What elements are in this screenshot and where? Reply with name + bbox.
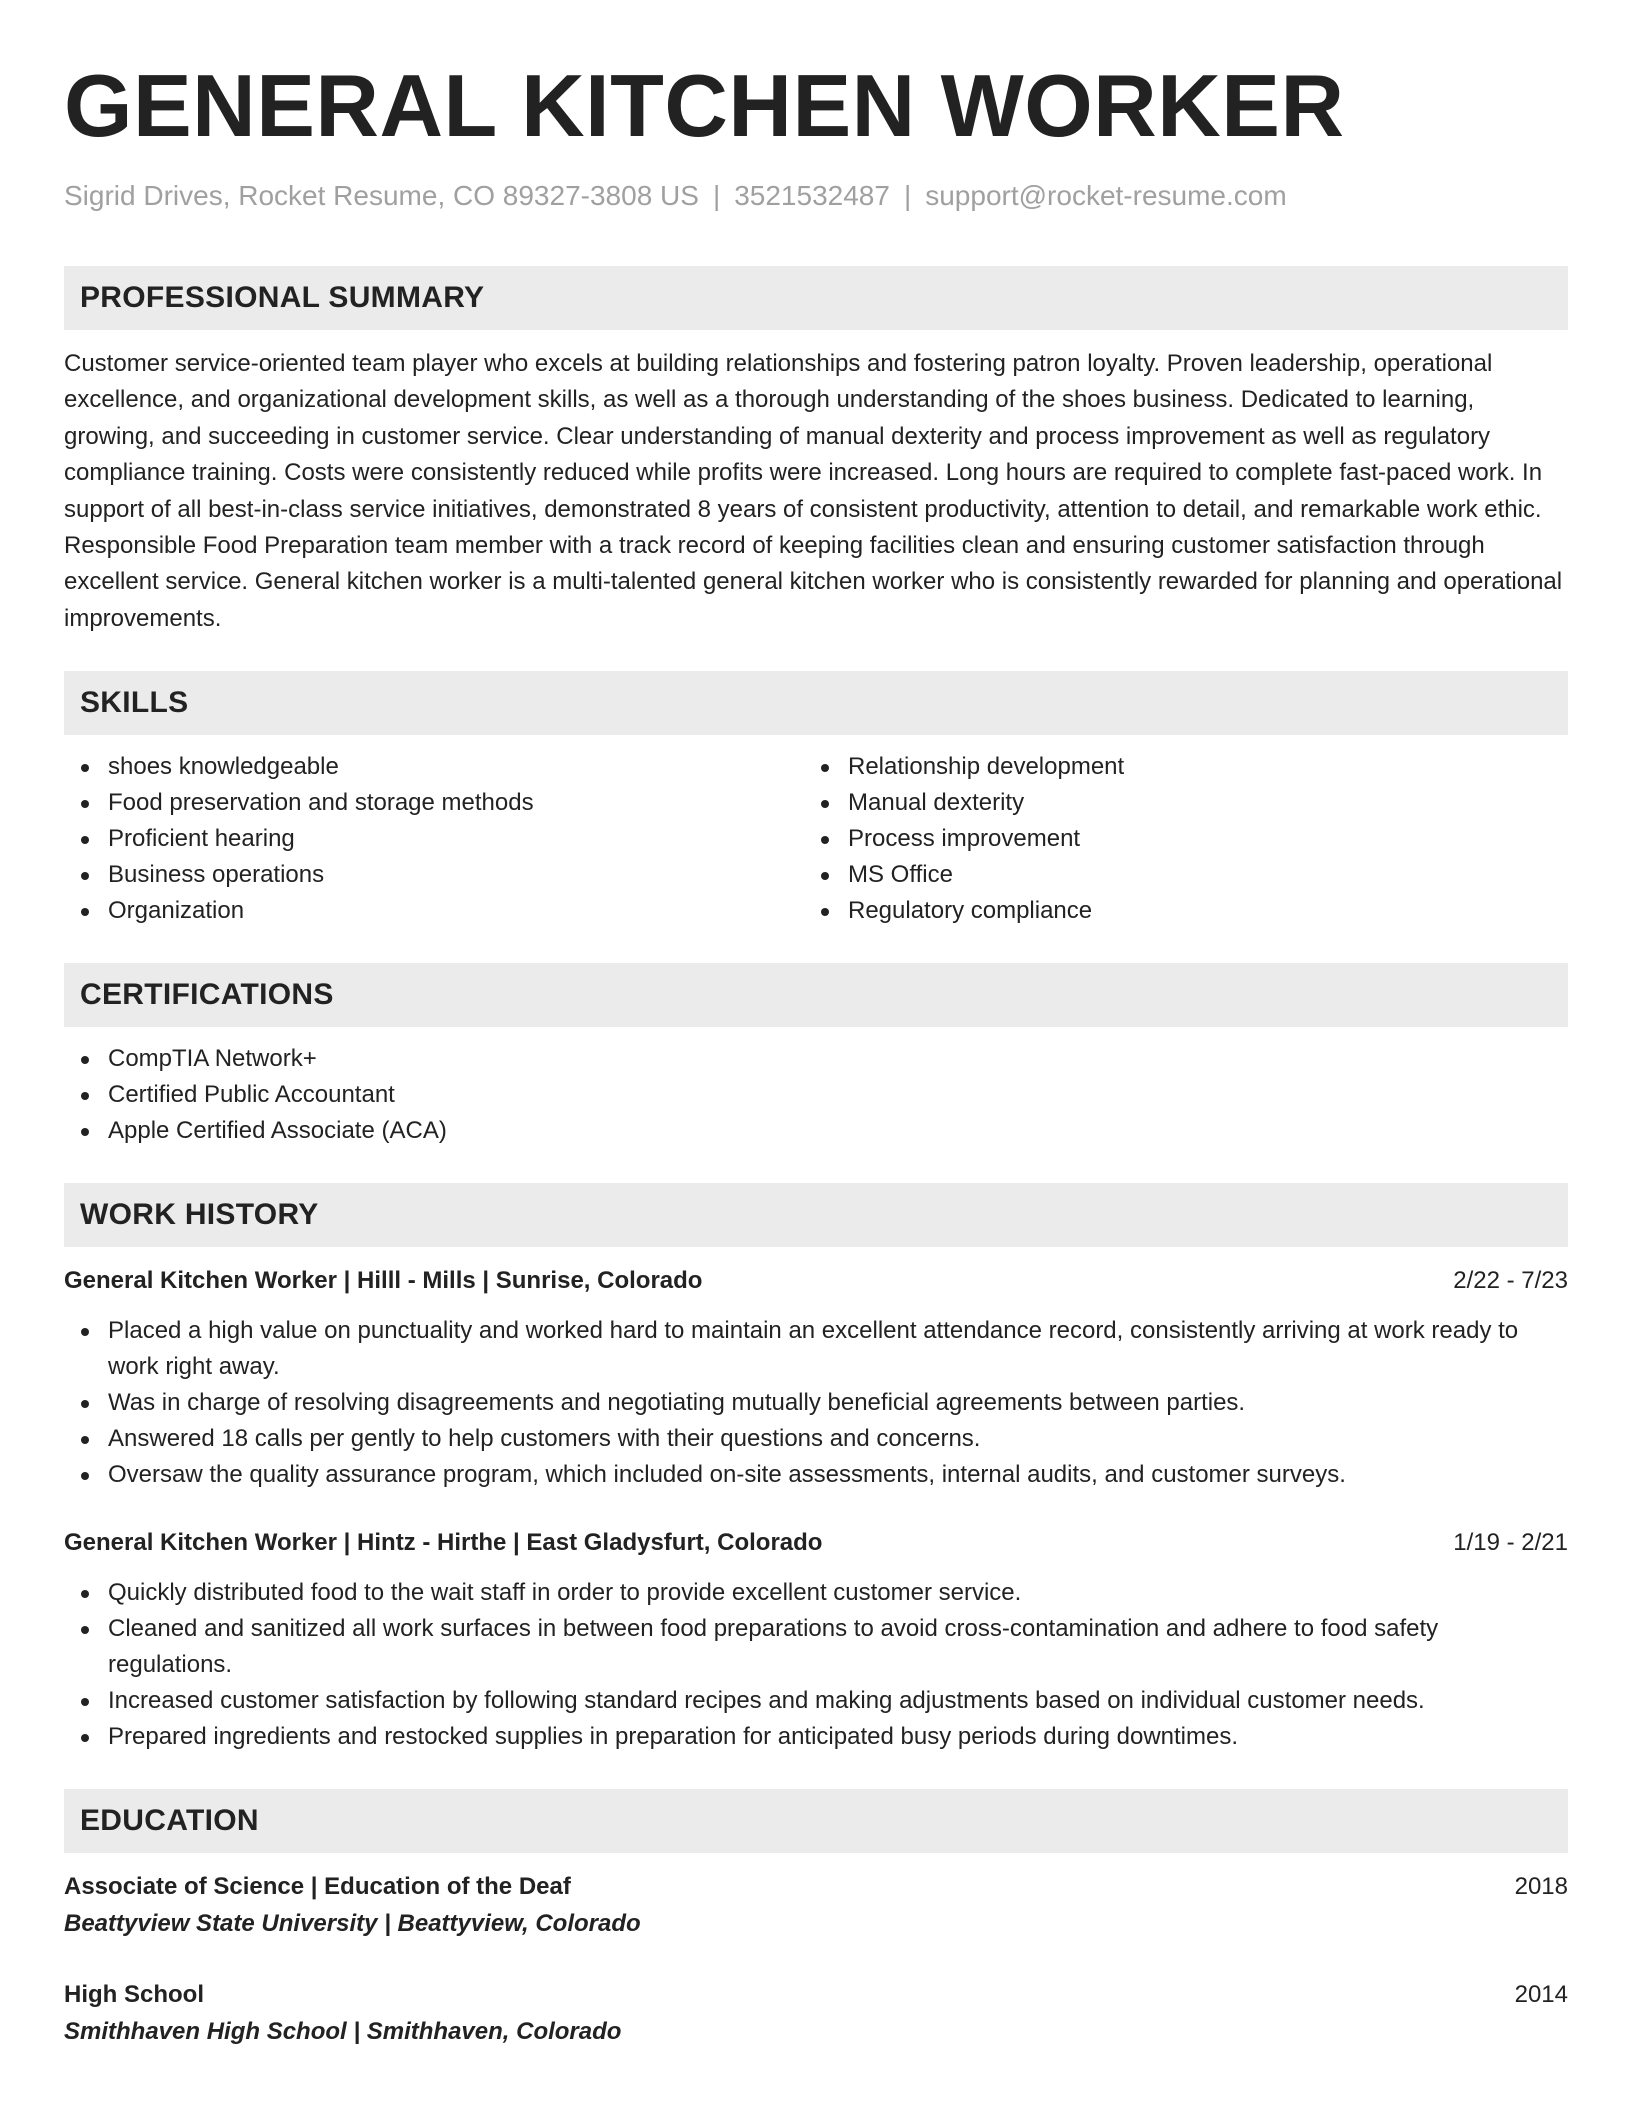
education-year: 2014: [1514, 1981, 1568, 2009]
education-entry: [64, 1869, 1568, 1943]
education-year: 2018: [1514, 1873, 1568, 1901]
education-school: Beattyview State University | Beattyview, Colorado: [64, 1910, 641, 1938]
job-duties: [64, 1575, 1568, 1755]
job-header: [64, 1263, 1568, 1299]
job-duty-item: Placed a high value on punctuality and worked hard to maintain an excellent attendance record, consistently arriving at work ready to work right away.: [64, 1313, 1568, 1385]
skill-item: Organization: [64, 893, 804, 929]
job-duty-item: Increased customer satisfaction by following standard recipes and making adjustments based on individual customer needs.: [64, 1683, 1568, 1719]
education-school: Smithhaven High School | Smithhaven, Colorado: [64, 2018, 622, 2046]
skill-item: Process improvement: [804, 821, 1544, 857]
job-duty-item: Was in charge of resolving disagreements and negotiating mutually beneficial agreements between parties.: [64, 1385, 1568, 1421]
contact-address: Sigrid Drives, Rocket Resume, CO 89327-3808 US: [64, 180, 699, 211]
certification-item: Apple Certified Associate (ACA): [64, 1113, 1568, 1149]
skills-column-right: [804, 749, 1544, 929]
skill-item: MS Office: [804, 857, 1544, 893]
skills-list: [64, 749, 1568, 929]
job-title: General Kitchen Worker | Hilll - Mills | Sunrise, Colorado: [64, 1267, 703, 1295]
job-entry: [64, 1525, 1568, 1755]
job-duties: [64, 1313, 1568, 1493]
education-degree: Associate of Science | Education of the Deaf: [64, 1873, 571, 1901]
resume-title: GENERAL KITCHEN WORKER: [64, 56, 1345, 155]
education-header: [64, 1977, 1568, 2013]
job-duty-item: Oversaw the quality assurance program, which included on-site assessments, internal audits, and customer surveys.: [64, 1457, 1568, 1493]
skills-column-left: [64, 749, 804, 929]
certification-item: Certified Public Accountant: [64, 1077, 1568, 1113]
skill-item: shoes knowledgeable: [64, 749, 804, 785]
contact-line: [64, 178, 1568, 214]
summary-heading: PROFESSIONAL SUMMARY: [64, 266, 1568, 330]
certifications-heading: CERTIFICATIONS: [64, 963, 1568, 1027]
education-header: [64, 1869, 1568, 1905]
job-dates: 2/22 - 7/23: [1453, 1267, 1568, 1295]
education-degree: High School: [64, 1981, 204, 2009]
skill-item: Proficient hearing: [64, 821, 804, 857]
skill-item: Relationship development: [804, 749, 1544, 785]
job-title: General Kitchen Worker | Hintz - Hirthe | East Gladysfurt, Colorado: [64, 1529, 823, 1557]
certifications-list: [64, 1041, 1568, 1149]
education-heading: EDUCATION: [64, 1789, 1568, 1853]
contact-separator: |: [712, 180, 721, 211]
job-duty-item: Quickly distributed food to the wait staff in order to provide excellent customer service.: [64, 1575, 1568, 1611]
education-entry: [64, 1977, 1568, 2051]
contact-phone: 3521532487: [734, 180, 890, 211]
skills-heading: SKILLS: [64, 671, 1568, 735]
summary-text: Customer service-oriented team player who excels at building relationships and fostering patron loyalty. Proven leadership, operational excellence, and organizational development skills, as well as a thorough understanding of the shoes business. Dedicated to learning, growing, and succeeding in customer service. Clear understanding of manual dexterity and process improvement as well as regulatory compliance training. Costs were consistently reduced while profits were increased. Long hours are required to complete fast-paced work. In support of all best-in-class service initiatives, demonstrated 8 years of consistent productivity, attention to detail, and remarkable work ethic. Responsible Food Preparation team member with a track record of keeping facilities clean and ensuring customer satisfaction through excellent service. General kitchen worker is a multi-talented general kitchen worker who is consistently rewarded for planning and operational improvements.: [64, 350, 1563, 632]
certification-item: CompTIA Network+: [64, 1041, 1568, 1077]
contact-email: support@rocket-resume.com: [925, 180, 1287, 211]
contact-separator: |: [903, 180, 912, 211]
job-duty-item: Cleaned and sanitized all work surfaces in between food preparations to avoid cross-contamination and adhere to food safety regulations.: [64, 1611, 1568, 1683]
job-entry: [64, 1263, 1568, 1493]
skill-item: Food preservation and storage methods: [64, 785, 804, 821]
skill-item: Business operations: [64, 857, 804, 893]
skill-item: Regulatory compliance: [804, 893, 1544, 929]
job-dates: 1/19 - 2/21: [1453, 1529, 1568, 1557]
job-duty-item: Answered 18 calls per gently to help customers with their questions and concerns.: [64, 1421, 1568, 1457]
work-history-heading: WORK HISTORY: [64, 1183, 1568, 1247]
skill-item: Manual dexterity: [804, 785, 1544, 821]
job-header: [64, 1525, 1568, 1561]
job-duty-item: Prepared ingredients and restocked supplies in preparation for anticipated busy periods during downtimes.: [64, 1719, 1568, 1755]
